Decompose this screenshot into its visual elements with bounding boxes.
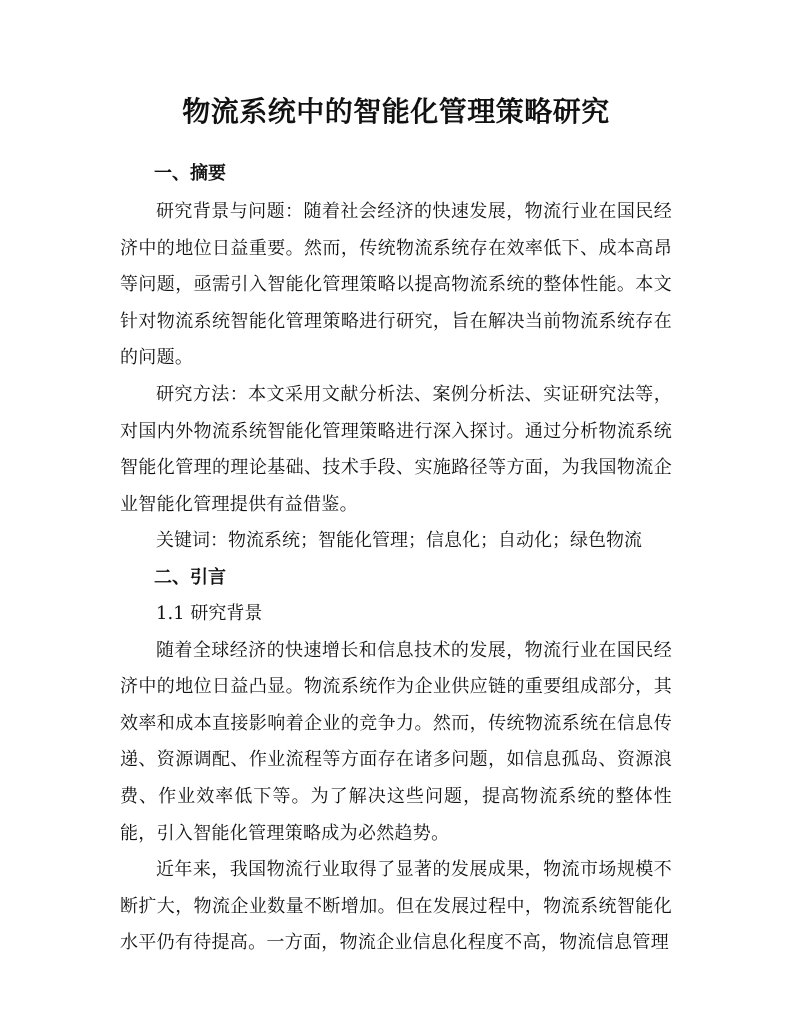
introduction-heading: 二、引言	[154, 566, 226, 588]
abstract-method-paragraph: 研究方法：本文采用文献分析法、案例分析法、实证研究法等，对国内外物流系统智能化管理策略进行深入探讨。通过分析物流系统智能化管理的理论基础、技术手段、实施路径等方面，为我国物流企业智能化管理提供有益借鉴。	[120, 383, 672, 515]
research-background-subheading: 1.1 研究背景	[156, 602, 263, 624]
introduction-paragraph-2: 近年来，我国物流行业取得了显著的发展成果，物流市场规模不断扩大，物流企业数量不断增加。但在发展过程中，物流系统智能化水平仍有待提高。一方面，物流企业信息化程度不高，物流信息管理	[120, 859, 672, 954]
abstract-heading: 一、摘要	[154, 163, 226, 184]
abstract-background-paragraph: 研究背景与问题：随着社会经济的快速发展，物流行业在国民经济中的地位日益重要。然而，传统物流系统存在效率低下、成本高昂等问题，亟需引入智能化管理策略以提高物流系统的整体性能。本文针对物流系统智能化管理策略进行研究，旨在解决当前物流系统存在的问题。	[120, 201, 672, 369]
keywords-line: 关键词：物流系统；智能化管理；信息化；自动化；绿色物流	[156, 530, 642, 552]
introduction-paragraph-1: 随着全球经济的快速增长和信息技术的发展，物流行业在国民经济中的地位日益凸显。物流系统作为企业供应链的重要组成部分，其效率和成本直接影响着企业的竞争力。然而，传统物流系统在信息传递、资源调配、作业流程等方面存在诸多问题，如信息孤岛、资源浪费、作业效率低下等。为了解决这些问题，提高物流系统的整体性能，引入智能化管理策略成为必然趋势。	[120, 639, 672, 844]
document-title: 物流系统中的智能化管理策略研究	[182, 95, 610, 128]
